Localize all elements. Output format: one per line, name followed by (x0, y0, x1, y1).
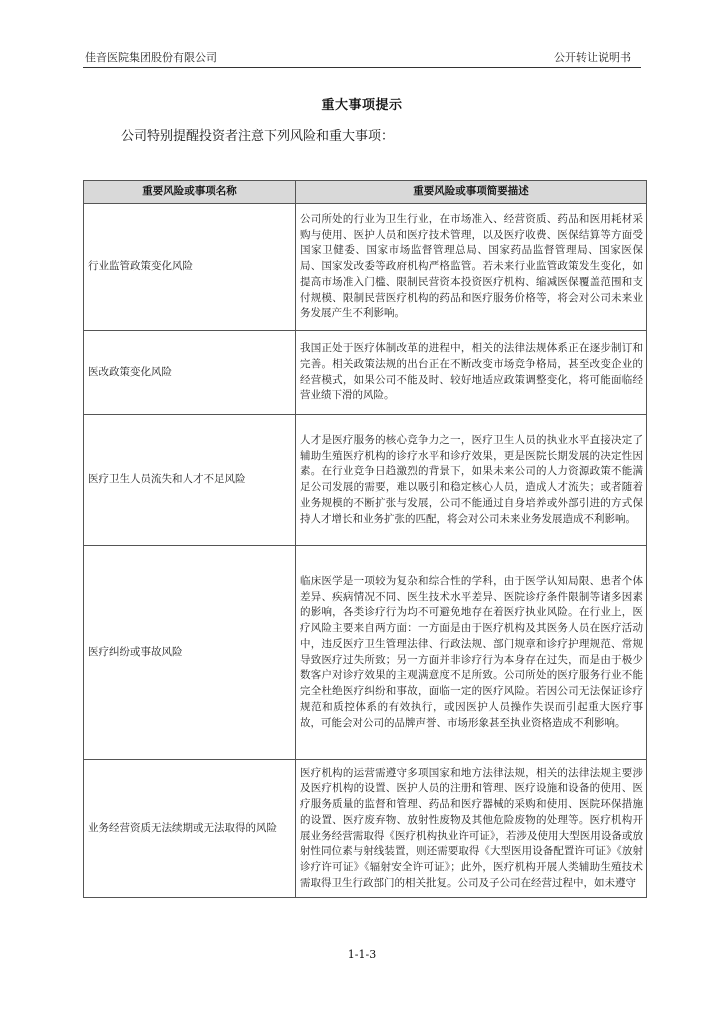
intro-paragraph: 公司特别提醒投资者注意下列风险和重大事项： (121, 129, 395, 144)
risk-name-cell: 医疗纠纷或事故风险 (84, 546, 296, 760)
page-title: 重大事项提示 (321, 98, 403, 113)
risk-name-cell: 业务经营资质无法续期或无法取得的风险 (84, 760, 296, 898)
table-row (84, 204, 647, 331)
column-header-name: 重要风险或事项名称 (84, 181, 296, 204)
risk-description-cell: 人才是医疗服务的核心竞争力之一，医疗卫生人员的执业水平直接决定了辅助生殖医疗机构的诊疗水平和诊疗效果，更是医院长期发展的决定性因素。在行业竞争日趋激烈的背景下，如果未来公司的人力资源政策不能满足公司发展的需要，难以吸引和稳定核心人员，造成人才流失；或者随着业务规模的不断扩张与发展，公司不能通过自身培养或外部引进的方式保持人才增长和业务扩张的匹配，将会对公司未来业务发展造成不利影响。 (296, 415, 647, 546)
risk-description-cell: 临床医学是一项较为复杂和综合性的学科，由于医学认知局限、患者个体差异、疾病情况不同、医生技术水平差异、医院诊疗条件限制等诸多因素的影响，各类诊疗行为均不可避免地存在着医疗执业风险。在行业上，医疗风险主要来自两方面：一方面是由于医疗机构及其医务人员在医疗活动中，违反医疗卫生管理法律、行政法规、部门规章和诊疗护理规范、常规导致医疗过失所致；另一方面并非诊疗行为本身存在过失，而是由于极少数客户对诊疗效果的主观满意度不足所致。公司所处的医疗服务行业不能完全杜绝医疗纠纷和事故，面临一定的医疗风险。若因公司无法保证诊疗规范和质控体系的有效执行，或因医护人员操作失误而引起重大医疗事故，可能会对公司的品牌声誉、市场形象甚至执业资格造成不利影响。 (296, 546, 647, 760)
header-company-name: 佳音医院集团股份有限公司 (85, 51, 217, 64)
risk-name-cell: 医改政策变化风险 (84, 331, 296, 415)
risk-description-cell: 公司所处的行业为卫生行业，在市场准入、经营资质、药品和医用耗材采购与使用、医护人员和医疗技术管理，以及医疗收费、医保结算等方面受国家卫健委、国家市场监督管理总局、国家药品监督管理局、国家医保局、国家发改委等政府机构严格监管。若未来行业监管政策发生变化，如提高市场准入门槛、限制民营资本投资医疗机构、缩减医保覆盖范围和支付规模、限制民营医疗机构的药品和医疗服务价格等，将会对公司未来业务发展产生不利影响。 (296, 204, 647, 331)
table-header-row (84, 181, 647, 204)
risk-description-cell: 我国正处于医疗体制改革的进程中，相关的法律法规体系正在逐步制订和完善。相关政策法规的出台正在不断改变市场竞争格局，甚至改变企业的经营模式，如果公司不能及时、较好地适应政策调整变化，将可能面临经营业绩下滑的风险。 (296, 331, 647, 415)
table-row (84, 415, 647, 546)
page-number: 1-1-3 (347, 948, 377, 961)
header-document-type: 公开转让说明书 (554, 51, 631, 64)
header-divider (83, 67, 641, 68)
risk-table (83, 180, 647, 898)
risk-name-cell: 行业监管政策变化风险 (84, 204, 296, 331)
table-row (84, 331, 647, 415)
risk-description-cell: 医疗机构的运营需遵守多项国家和地方法律法规，相关的法律法规主要涉及医疗机构的设置、医护人员的注册和管理、医疗设施和设备的使用、医疗服务质量的监督和管理、药品和医疗器械的采购和使用、医院环保措施的设置、医疗废弃物、放射性废物及其他危险废物的处理等。医疗机构开展业务经营需取得《医疗机构执业许可证》，若涉及使用大型医用设备或放射性同位素与射线装置，则还需要取得《大型医用设备配置许可证》《放射诊疗许可证》《辐射安全许可证》；此外，医疗机构开展人类辅助生殖技术需取得卫生行政部门的相关批复。公司及子公司在经营过程中，如未遵守 (296, 760, 647, 898)
table-row (84, 760, 647, 898)
column-header-description: 重要风险或事项简要描述 (296, 181, 647, 204)
table-row (84, 546, 647, 760)
page-header (83, 50, 641, 66)
risk-name-cell: 医疗卫生人员流失和人才不足风险 (84, 415, 296, 546)
